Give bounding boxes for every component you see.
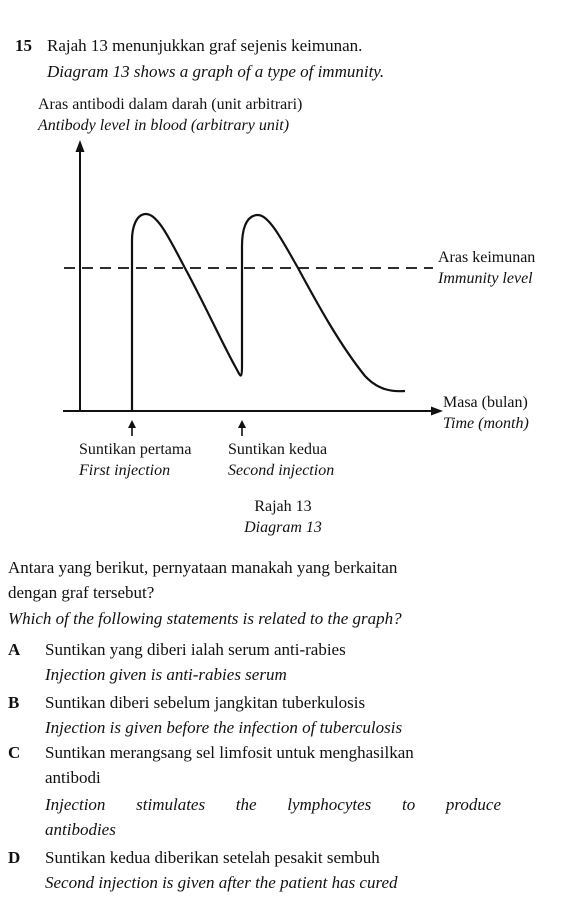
- immunity-level-label-english: Immunity level: [438, 270, 533, 287]
- question-stem-english: Diagram 13 shows a graph of a type of immunity.: [47, 62, 385, 81]
- option-c-malay-line2[interactable]: antibodi: [45, 768, 101, 787]
- option-a-english[interactable]: Injection given is anti-rabies serum: [45, 665, 287, 684]
- option-c-english-line2[interactable]: antibodies: [45, 820, 116, 839]
- second-injection-label-english: Second injection: [228, 462, 335, 479]
- option-b-english[interactable]: Injection is given before the infection of tuberculosis: [45, 718, 403, 737]
- question-stem-malay: Rajah 13 menunjukkan graf sejenis keimunan.: [47, 36, 363, 55]
- prompt-english: Which of the following statements is related to the graph?: [8, 609, 402, 628]
- option-a-letter[interactable]: A: [8, 640, 21, 659]
- x-axis-label-english: Time (month): [443, 415, 529, 432]
- diagram-caption-malay: Rajah 13: [254, 498, 312, 515]
- x-axis-label-malay: Masa (bulan): [443, 394, 528, 411]
- immunity-level-label-malay: Aras keimunan: [438, 249, 536, 266]
- y-axis-label-malay: Aras antibodi dalam darah (unit arbitrari): [38, 96, 303, 113]
- first-injection-arrowhead: [128, 420, 136, 428]
- option-c-letter[interactable]: C: [8, 743, 21, 762]
- second-injection-arrowhead: [238, 420, 246, 428]
- diagram-caption-english: Diagram 13: [244, 519, 322, 536]
- y-axis-label-english: Antibody level in blood (arbitrary unit): [38, 117, 290, 134]
- x-axis-arrowhead: [431, 407, 443, 416]
- first-injection-label-malay: Suntikan pertama: [79, 441, 192, 458]
- option-b-letter[interactable]: B: [8, 693, 20, 712]
- option-d-malay[interactable]: Suntikan kedua diberikan setelah pesakit sembuh: [45, 848, 380, 867]
- option-a-malay[interactable]: Suntikan yang diberi ialah serum anti-rabies: [45, 640, 346, 659]
- second-injection-label-malay: Suntikan kedua: [228, 441, 328, 458]
- option-c-english-line1[interactable]: Injection stimulates the lymphocytes to produce: [45, 795, 501, 814]
- option-c-malay-line1[interactable]: Suntikan merangsang sel limfosit untuk menghasilkan: [45, 743, 414, 762]
- y-axis-arrowhead: [76, 140, 85, 152]
- option-d-letter[interactable]: D: [8, 848, 21, 867]
- question-number: 15: [15, 36, 32, 55]
- option-b-malay[interactable]: Suntikan diberi sebelum jangkitan tuberkulosis: [45, 693, 366, 712]
- first-injection-label-english: First injection: [79, 462, 171, 479]
- prompt-malay-line2: dengan graf tersebut?: [8, 583, 155, 602]
- option-d-english[interactable]: Second injection is given after the patient has cured: [45, 873, 398, 892]
- prompt-malay-line1: Antara yang berikut, pernyataan manakah yang berkaitan: [8, 558, 398, 577]
- antibody-level-curve: [132, 214, 405, 411]
